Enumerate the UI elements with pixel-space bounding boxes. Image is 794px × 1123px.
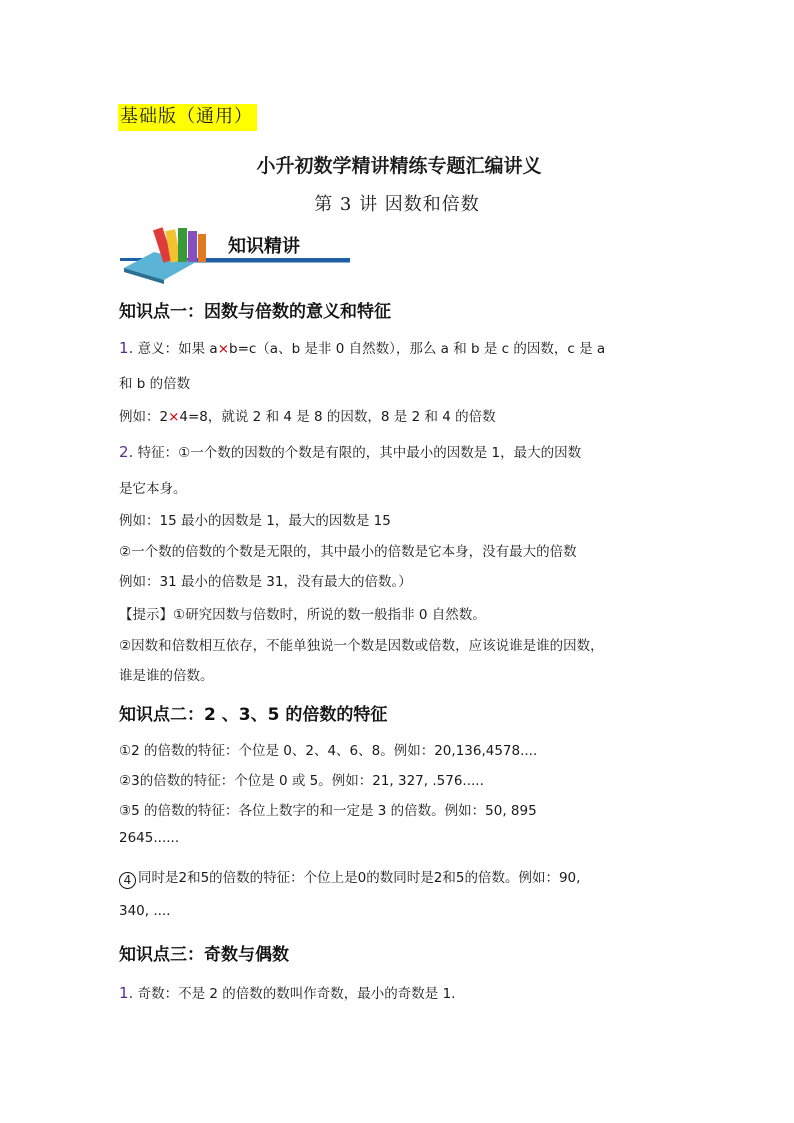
example1-text-b: 4=8，就说 2 和 4 是 8 的因数，8 是 2 和 4 的倍数 bbox=[179, 409, 496, 425]
lecture-subtitle: 第 3 讲 因数和倍数 bbox=[314, 194, 480, 215]
document-title: 小升初数学精讲精练专题汇编讲义 bbox=[256, 155, 542, 177]
section2-line4 bbox=[119, 866, 580, 889]
section2-line3: ③5 的倍数的特征：各位上数字的和一定是 3 的倍数。例如：50, 895 bbox=[119, 803, 537, 819]
item-number: 1. bbox=[119, 984, 134, 1002]
times-sign: × bbox=[168, 409, 180, 425]
section1-example2: 例如：15 最小的因数是 1，最大的因数是 15 bbox=[119, 513, 391, 529]
section2-heading: 知识点二：2 、3、5 的倍数的特征 bbox=[119, 705, 388, 725]
section1-example3: 例如：31 最小的倍数是 31，没有最大的倍数。） bbox=[119, 574, 412, 590]
section2-line3-cont: 2645...... bbox=[119, 830, 180, 846]
section1-heading: 知识点一：因数与倍数的意义和特征 bbox=[119, 302, 391, 322]
section1-tip2: ②因数和倍数相互依存，不能单独说一个数是因数或倍数，应该说谁是谁的因数， bbox=[119, 638, 604, 654]
section2-line1: ①2 的倍数的特征：个位是 0、2、4、6、8。例如：20,136,4578.... bbox=[119, 743, 538, 759]
line4-text: 同时是2和5的倍数的特征：个位上是0的数同时是2和5的倍数。例如：90, bbox=[138, 870, 581, 886]
edition-badge: 基础版（通用） bbox=[118, 104, 257, 131]
section1-item2 bbox=[119, 441, 581, 461]
item2-line1: 特征：①一个数的因数的个数是有限的，其中最小的因数是 1，最大的因数 bbox=[137, 445, 582, 461]
section1-item1-cont: 和 b 的倍数 bbox=[119, 376, 191, 392]
section3-item1 bbox=[119, 982, 455, 1002]
item-number: 2. bbox=[119, 443, 134, 461]
section1-tip3: 谁是谁的倍数。 bbox=[119, 668, 214, 684]
section2-line4-cont: 340, .... bbox=[119, 903, 171, 919]
example1-text-a: 例如：2 bbox=[119, 409, 169, 425]
section2-line2: ②3的倍数的特征：个位是 0 或 5。例如：21, 327, .576..... bbox=[119, 773, 484, 789]
section1-item1 bbox=[119, 337, 605, 357]
section1-item2-line2: 是它本身。 bbox=[119, 481, 187, 497]
circled-number-four: 4 bbox=[119, 872, 136, 889]
item1-text-a: 意义：如果 a bbox=[137, 341, 218, 357]
section1-tip1: 【提示】①研究因数与倍数时，所说的数一般指非 0 自然数。 bbox=[119, 607, 486, 623]
item1-text-b: b=c（a、b 是非 0 自然数），那么 a 和 b 是 c 的因数，c 是 a bbox=[229, 341, 606, 357]
item1-text: 奇数：不是 2 的倍数的数叫作奇数，最小的奇数是 1. bbox=[137, 986, 456, 1002]
times-sign: × bbox=[217, 341, 229, 357]
item-number: 1. bbox=[119, 339, 134, 357]
section-banner-label: 知识精讲 bbox=[228, 236, 300, 257]
section3-heading: 知识点三：奇数与偶数 bbox=[119, 945, 289, 965]
section1-item2-line3: ②一个数的倍数的个数是无限的，其中最小的倍数是它本身，没有最大的倍数 bbox=[119, 544, 577, 560]
section1-example1 bbox=[119, 405, 496, 425]
